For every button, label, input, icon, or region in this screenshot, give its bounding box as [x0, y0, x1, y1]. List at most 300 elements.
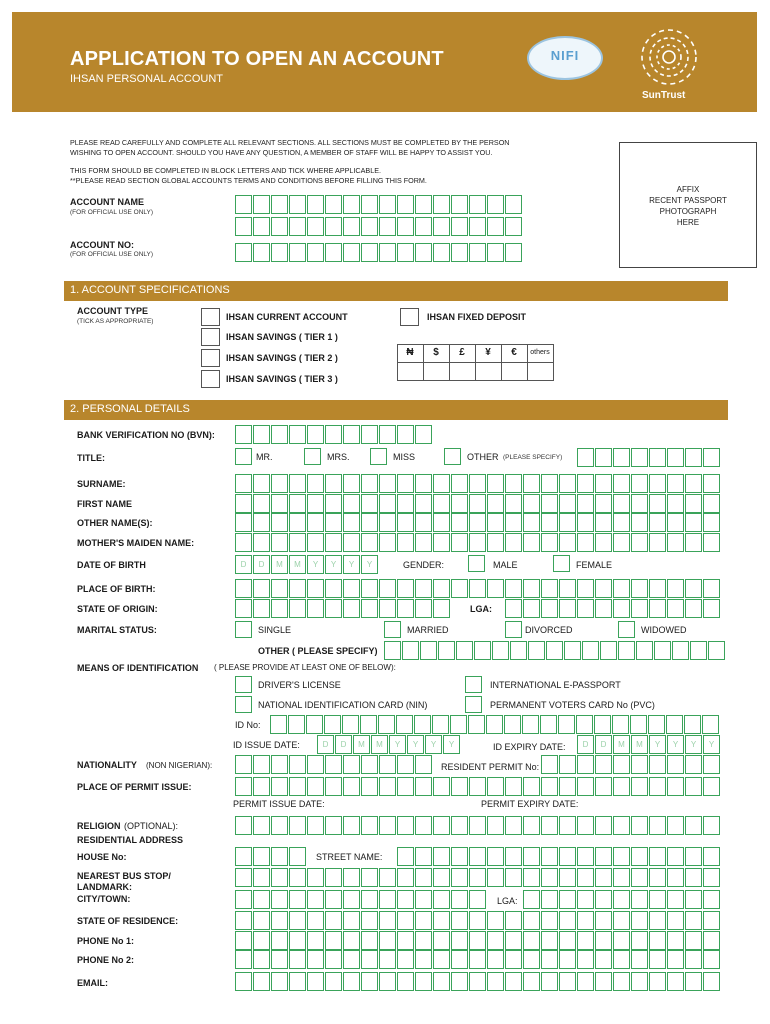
char-box[interactable] [469, 777, 486, 796]
char-box[interactable] [361, 911, 378, 930]
char-box[interactable] [577, 972, 594, 991]
widowed-checkbox[interactable] [618, 621, 635, 638]
char-box[interactable] [595, 931, 612, 950]
char-box[interactable] [397, 755, 414, 774]
char-box[interactable] [667, 599, 684, 618]
char-box[interactable] [343, 243, 360, 262]
char-box[interactable] [307, 816, 324, 835]
char-box[interactable] [703, 448, 720, 467]
char-box[interactable] [271, 911, 288, 930]
char-box[interactable] [253, 847, 270, 866]
street-boxes[interactable] [397, 847, 721, 866]
char-box[interactable] [541, 847, 558, 866]
char-box[interactable] [271, 599, 288, 618]
char-box[interactable] [253, 931, 270, 950]
char-box[interactable] [361, 195, 378, 214]
char-box[interactable] [379, 777, 396, 796]
char-box[interactable] [235, 513, 252, 532]
first-name-boxes[interactable] [235, 494, 721, 513]
currency-tick-cell[interactable] [527, 362, 554, 381]
account-no-boxes[interactable] [235, 243, 523, 262]
char-box[interactable] [325, 950, 342, 969]
char-box[interactable] [631, 755, 648, 774]
drivers-license-checkbox[interactable] [235, 676, 252, 693]
char-box[interactable] [474, 641, 491, 660]
char-box[interactable] [397, 972, 414, 991]
char-box[interactable] [306, 715, 323, 734]
char-box[interactable] [685, 911, 702, 930]
char-box[interactable] [325, 755, 342, 774]
char-box[interactable] [235, 579, 252, 598]
char-box[interactable] [253, 911, 270, 930]
char-box[interactable] [415, 217, 432, 236]
char-box[interactable] [361, 777, 378, 796]
char-box[interactable] [649, 513, 666, 532]
char-box[interactable] [397, 513, 414, 532]
char-box[interactable] [414, 715, 431, 734]
char-box[interactable] [361, 533, 378, 552]
char-box[interactable] [528, 641, 545, 660]
char-box[interactable] [415, 931, 432, 950]
char-box[interactable] [343, 533, 360, 552]
char-box[interactable]: M [289, 555, 306, 574]
char-box[interactable] [235, 425, 252, 444]
char-box[interactable] [613, 931, 630, 950]
char-box[interactable] [307, 931, 324, 950]
char-box[interactable] [324, 715, 341, 734]
char-box[interactable] [631, 579, 648, 598]
char-box[interactable] [397, 217, 414, 236]
char-box[interactable] [577, 868, 594, 887]
char-box[interactable] [415, 972, 432, 991]
char-box[interactable] [433, 931, 450, 950]
char-box[interactable] [397, 847, 414, 866]
char-box[interactable] [613, 533, 630, 552]
char-box[interactable] [325, 243, 342, 262]
char-box[interactable]: D [317, 735, 334, 754]
dollar-option[interactable]: $ [423, 344, 450, 363]
char-box[interactable] [361, 579, 378, 598]
char-box[interactable] [379, 494, 396, 513]
char-box[interactable] [631, 847, 648, 866]
char-box[interactable] [595, 474, 612, 493]
char-box[interactable] [451, 777, 468, 796]
char-box[interactable] [433, 579, 450, 598]
id-issue-boxes[interactable] [317, 735, 461, 754]
char-box[interactable] [289, 890, 306, 909]
dob-boxes[interactable] [235, 555, 379, 574]
char-box[interactable] [559, 911, 576, 930]
char-box[interactable] [289, 816, 306, 835]
char-box[interactable] [325, 425, 342, 444]
char-box[interactable] [558, 715, 575, 734]
char-box[interactable] [595, 911, 612, 930]
char-box[interactable] [379, 599, 396, 618]
char-box[interactable] [631, 950, 648, 969]
char-box[interactable] [253, 755, 270, 774]
char-box[interactable] [667, 533, 684, 552]
char-box[interactable] [379, 868, 396, 887]
char-box[interactable] [685, 816, 702, 835]
char-box[interactable] [325, 217, 342, 236]
char-box[interactable] [595, 816, 612, 835]
title-other-checkbox[interactable] [444, 448, 461, 465]
char-box[interactable] [271, 890, 288, 909]
char-box[interactable] [649, 931, 666, 950]
char-box[interactable] [703, 474, 720, 493]
phone2-boxes[interactable] [235, 950, 721, 969]
char-box[interactable] [468, 715, 485, 734]
char-box[interactable] [415, 816, 432, 835]
char-box[interactable] [343, 816, 360, 835]
char-box[interactable] [433, 911, 450, 930]
fixed-deposit-checkbox[interactable] [400, 308, 419, 326]
char-box[interactable] [289, 474, 306, 493]
char-box[interactable] [307, 195, 324, 214]
char-box[interactable] [420, 641, 437, 660]
char-box[interactable] [505, 972, 522, 991]
char-box[interactable] [559, 890, 576, 909]
char-box[interactable] [541, 868, 558, 887]
char-box[interactable] [523, 950, 540, 969]
char-box[interactable] [523, 599, 540, 618]
char-box[interactable] [415, 890, 432, 909]
char-box[interactable] [307, 513, 324, 532]
id-expiry-boxes[interactable] [577, 735, 721, 754]
char-box[interactable] [541, 931, 558, 950]
char-box[interactable] [613, 777, 630, 796]
email-boxes[interactable] [235, 972, 721, 991]
char-box[interactable] [505, 494, 522, 513]
char-box[interactable] [613, 890, 630, 909]
char-box[interactable] [235, 868, 252, 887]
char-box[interactable]: Y [389, 735, 406, 754]
char-box[interactable] [379, 243, 396, 262]
char-box[interactable] [595, 533, 612, 552]
female-checkbox[interactable] [553, 555, 570, 572]
char-box[interactable] [654, 641, 671, 660]
char-box[interactable] [397, 816, 414, 835]
char-box[interactable] [631, 474, 648, 493]
char-box[interactable] [271, 195, 288, 214]
char-box[interactable] [253, 494, 270, 513]
char-box[interactable] [505, 195, 522, 214]
char-box[interactable] [595, 890, 612, 909]
char-box[interactable] [307, 890, 324, 909]
char-box[interactable]: M [613, 735, 630, 754]
char-box[interactable] [546, 641, 563, 660]
char-box[interactable] [325, 931, 342, 950]
char-box[interactable] [649, 890, 666, 909]
char-box[interactable] [289, 931, 306, 950]
char-box[interactable] [631, 513, 648, 532]
char-box[interactable] [361, 890, 378, 909]
char-box[interactable] [595, 599, 612, 618]
char-box[interactable] [379, 911, 396, 930]
surname-boxes[interactable] [235, 474, 721, 493]
char-box[interactable] [235, 474, 252, 493]
char-box[interactable] [667, 755, 684, 774]
char-box[interactable] [487, 931, 504, 950]
char-box[interactable] [343, 494, 360, 513]
char-box[interactable] [289, 533, 306, 552]
char-box[interactable] [577, 911, 594, 930]
char-box[interactable] [397, 777, 414, 796]
char-box[interactable] [325, 868, 342, 887]
char-box[interactable] [613, 972, 630, 991]
city-lga-boxes[interactable] [523, 890, 721, 909]
char-box[interactable] [235, 217, 252, 236]
char-box[interactable] [235, 755, 252, 774]
char-box[interactable] [361, 425, 378, 444]
char-box[interactable] [541, 950, 558, 969]
char-box[interactable]: Y [703, 735, 720, 754]
char-box[interactable] [649, 911, 666, 930]
char-box[interactable] [595, 494, 612, 513]
char-box[interactable] [433, 777, 450, 796]
char-box[interactable] [523, 474, 540, 493]
account-name-boxes-1[interactable] [235, 195, 523, 214]
char-box[interactable] [325, 195, 342, 214]
char-box[interactable] [361, 494, 378, 513]
char-box[interactable] [523, 513, 540, 532]
char-box[interactable] [505, 911, 522, 930]
char-box[interactable] [667, 911, 684, 930]
char-box[interactable] [631, 494, 648, 513]
char-box[interactable] [505, 816, 522, 835]
char-box[interactable] [703, 950, 720, 969]
char-box[interactable] [649, 972, 666, 991]
char-box[interactable] [522, 715, 539, 734]
char-box[interactable] [469, 931, 486, 950]
char-box[interactable] [469, 243, 486, 262]
char-box[interactable] [559, 777, 576, 796]
char-box[interactable] [685, 579, 702, 598]
char-box[interactable]: M [353, 735, 370, 754]
char-box[interactable] [271, 513, 288, 532]
char-box[interactable] [433, 847, 450, 866]
char-box[interactable] [307, 579, 324, 598]
char-box[interactable] [432, 715, 449, 734]
char-box[interactable]: D [253, 555, 270, 574]
char-box[interactable] [487, 972, 504, 991]
char-box[interactable] [469, 816, 486, 835]
phone1-boxes[interactable] [235, 931, 721, 950]
char-box[interactable] [343, 950, 360, 969]
char-box[interactable] [613, 474, 630, 493]
tier3-checkbox[interactable] [201, 370, 220, 388]
char-box[interactable] [361, 474, 378, 493]
char-box[interactable] [379, 579, 396, 598]
char-box[interactable] [684, 715, 701, 734]
char-box[interactable] [235, 599, 252, 618]
lga-boxes[interactable] [505, 599, 721, 618]
char-box[interactable] [433, 816, 450, 835]
char-box[interactable] [271, 474, 288, 493]
char-box[interactable] [685, 777, 702, 796]
naira-option[interactable]: ₦ [397, 344, 424, 363]
char-box[interactable] [685, 599, 702, 618]
char-box[interactable] [415, 425, 432, 444]
char-box[interactable]: D [235, 555, 252, 574]
char-box[interactable] [415, 950, 432, 969]
char-box[interactable] [631, 972, 648, 991]
divorced-checkbox[interactable] [505, 621, 522, 638]
char-box[interactable] [649, 950, 666, 969]
char-box[interactable] [289, 599, 306, 618]
char-box[interactable] [492, 641, 509, 660]
char-box[interactable] [685, 513, 702, 532]
char-box[interactable]: M [271, 555, 288, 574]
char-box[interactable] [288, 715, 305, 734]
char-box[interactable] [631, 533, 648, 552]
char-box[interactable] [612, 715, 629, 734]
char-box[interactable] [523, 890, 540, 909]
char-box[interactable] [235, 931, 252, 950]
char-box[interactable] [415, 494, 432, 513]
char-box[interactable] [690, 641, 707, 660]
char-box[interactable] [271, 755, 288, 774]
char-box[interactable] [289, 243, 306, 262]
char-box[interactable] [289, 847, 306, 866]
char-box[interactable] [703, 513, 720, 532]
char-box[interactable] [397, 911, 414, 930]
char-box[interactable] [325, 579, 342, 598]
char-box[interactable] [289, 425, 306, 444]
other-names-boxes[interactable] [235, 513, 721, 532]
char-box[interactable] [451, 972, 468, 991]
char-box[interactable] [636, 641, 653, 660]
house-no-boxes[interactable] [235, 847, 307, 866]
char-box[interactable] [289, 911, 306, 930]
char-box[interactable] [343, 425, 360, 444]
char-box[interactable] [505, 777, 522, 796]
char-box[interactable] [487, 911, 504, 930]
char-box[interactable] [613, 513, 630, 532]
state-of-origin-boxes[interactable] [235, 599, 451, 618]
char-box[interactable]: M [631, 735, 648, 754]
char-box[interactable] [469, 533, 486, 552]
char-box[interactable] [271, 868, 288, 887]
char-box[interactable] [649, 579, 666, 598]
char-box[interactable] [271, 950, 288, 969]
currency-tick-cell[interactable] [501, 362, 528, 381]
char-box[interactable] [379, 972, 396, 991]
char-box[interactable] [343, 911, 360, 930]
char-box[interactable] [451, 847, 468, 866]
char-box[interactable] [505, 474, 522, 493]
char-box[interactable] [325, 533, 342, 552]
char-box[interactable] [667, 972, 684, 991]
char-box[interactable] [307, 868, 324, 887]
char-box[interactable] [703, 777, 720, 796]
char-box[interactable] [487, 868, 504, 887]
char-box[interactable] [613, 448, 630, 467]
char-box[interactable] [253, 777, 270, 796]
religion-boxes[interactable] [235, 816, 721, 835]
char-box[interactable] [505, 533, 522, 552]
char-box[interactable] [325, 513, 342, 532]
char-box[interactable] [451, 243, 468, 262]
title-mrs-checkbox[interactable] [304, 448, 321, 465]
currency-tick-cell[interactable] [423, 362, 450, 381]
char-box[interactable] [415, 474, 432, 493]
pound-option[interactable]: £ [449, 344, 476, 363]
title-mr-checkbox[interactable] [235, 448, 252, 465]
char-box[interactable] [649, 847, 666, 866]
char-box[interactable] [289, 217, 306, 236]
char-box[interactable] [487, 474, 504, 493]
char-box[interactable] [487, 579, 504, 598]
char-box[interactable] [667, 513, 684, 532]
char-box[interactable] [379, 533, 396, 552]
char-box[interactable] [559, 474, 576, 493]
male-checkbox[interactable] [468, 555, 485, 572]
account-name-boxes-2[interactable] [235, 217, 523, 236]
char-box[interactable] [397, 599, 414, 618]
char-box[interactable] [289, 777, 306, 796]
char-box[interactable] [685, 847, 702, 866]
char-box[interactable] [343, 755, 360, 774]
char-box[interactable] [649, 448, 666, 467]
char-box[interactable] [685, 890, 702, 909]
char-box[interactable] [631, 890, 648, 909]
place-permit-boxes[interactable] [235, 777, 721, 796]
char-box[interactable] [510, 641, 527, 660]
char-box[interactable] [289, 950, 306, 969]
char-box[interactable] [667, 868, 684, 887]
char-box[interactable] [703, 816, 720, 835]
char-box[interactable] [685, 448, 702, 467]
char-box[interactable] [541, 777, 558, 796]
char-box[interactable] [577, 474, 594, 493]
char-box[interactable] [595, 755, 612, 774]
char-box[interactable] [451, 513, 468, 532]
char-box[interactable] [541, 755, 558, 774]
char-box[interactable] [600, 641, 617, 660]
char-box[interactable] [523, 931, 540, 950]
char-box[interactable] [343, 195, 360, 214]
char-box[interactable] [433, 950, 450, 969]
char-box[interactable] [397, 243, 414, 262]
char-box[interactable] [703, 494, 720, 513]
char-box[interactable] [523, 868, 540, 887]
char-box[interactable] [595, 868, 612, 887]
char-box[interactable] [613, 911, 630, 930]
char-box[interactable]: Y [343, 555, 360, 574]
char-box[interactable] [360, 715, 377, 734]
char-box[interactable] [672, 641, 689, 660]
char-box[interactable] [595, 513, 612, 532]
char-box[interactable] [379, 513, 396, 532]
char-box[interactable] [577, 494, 594, 513]
char-box[interactable] [253, 599, 270, 618]
state-residence-boxes[interactable] [235, 911, 721, 930]
char-box[interactable] [564, 641, 581, 660]
char-box[interactable]: D [577, 735, 594, 754]
char-box[interactable] [667, 890, 684, 909]
char-box[interactable] [523, 579, 540, 598]
char-box[interactable] [415, 911, 432, 930]
char-box[interactable] [451, 533, 468, 552]
char-box[interactable] [469, 911, 486, 930]
char-box[interactable] [343, 868, 360, 887]
char-box[interactable] [505, 950, 522, 969]
char-box[interactable] [613, 847, 630, 866]
char-box[interactable] [361, 868, 378, 887]
char-box[interactable] [703, 972, 720, 991]
char-box[interactable] [541, 579, 558, 598]
